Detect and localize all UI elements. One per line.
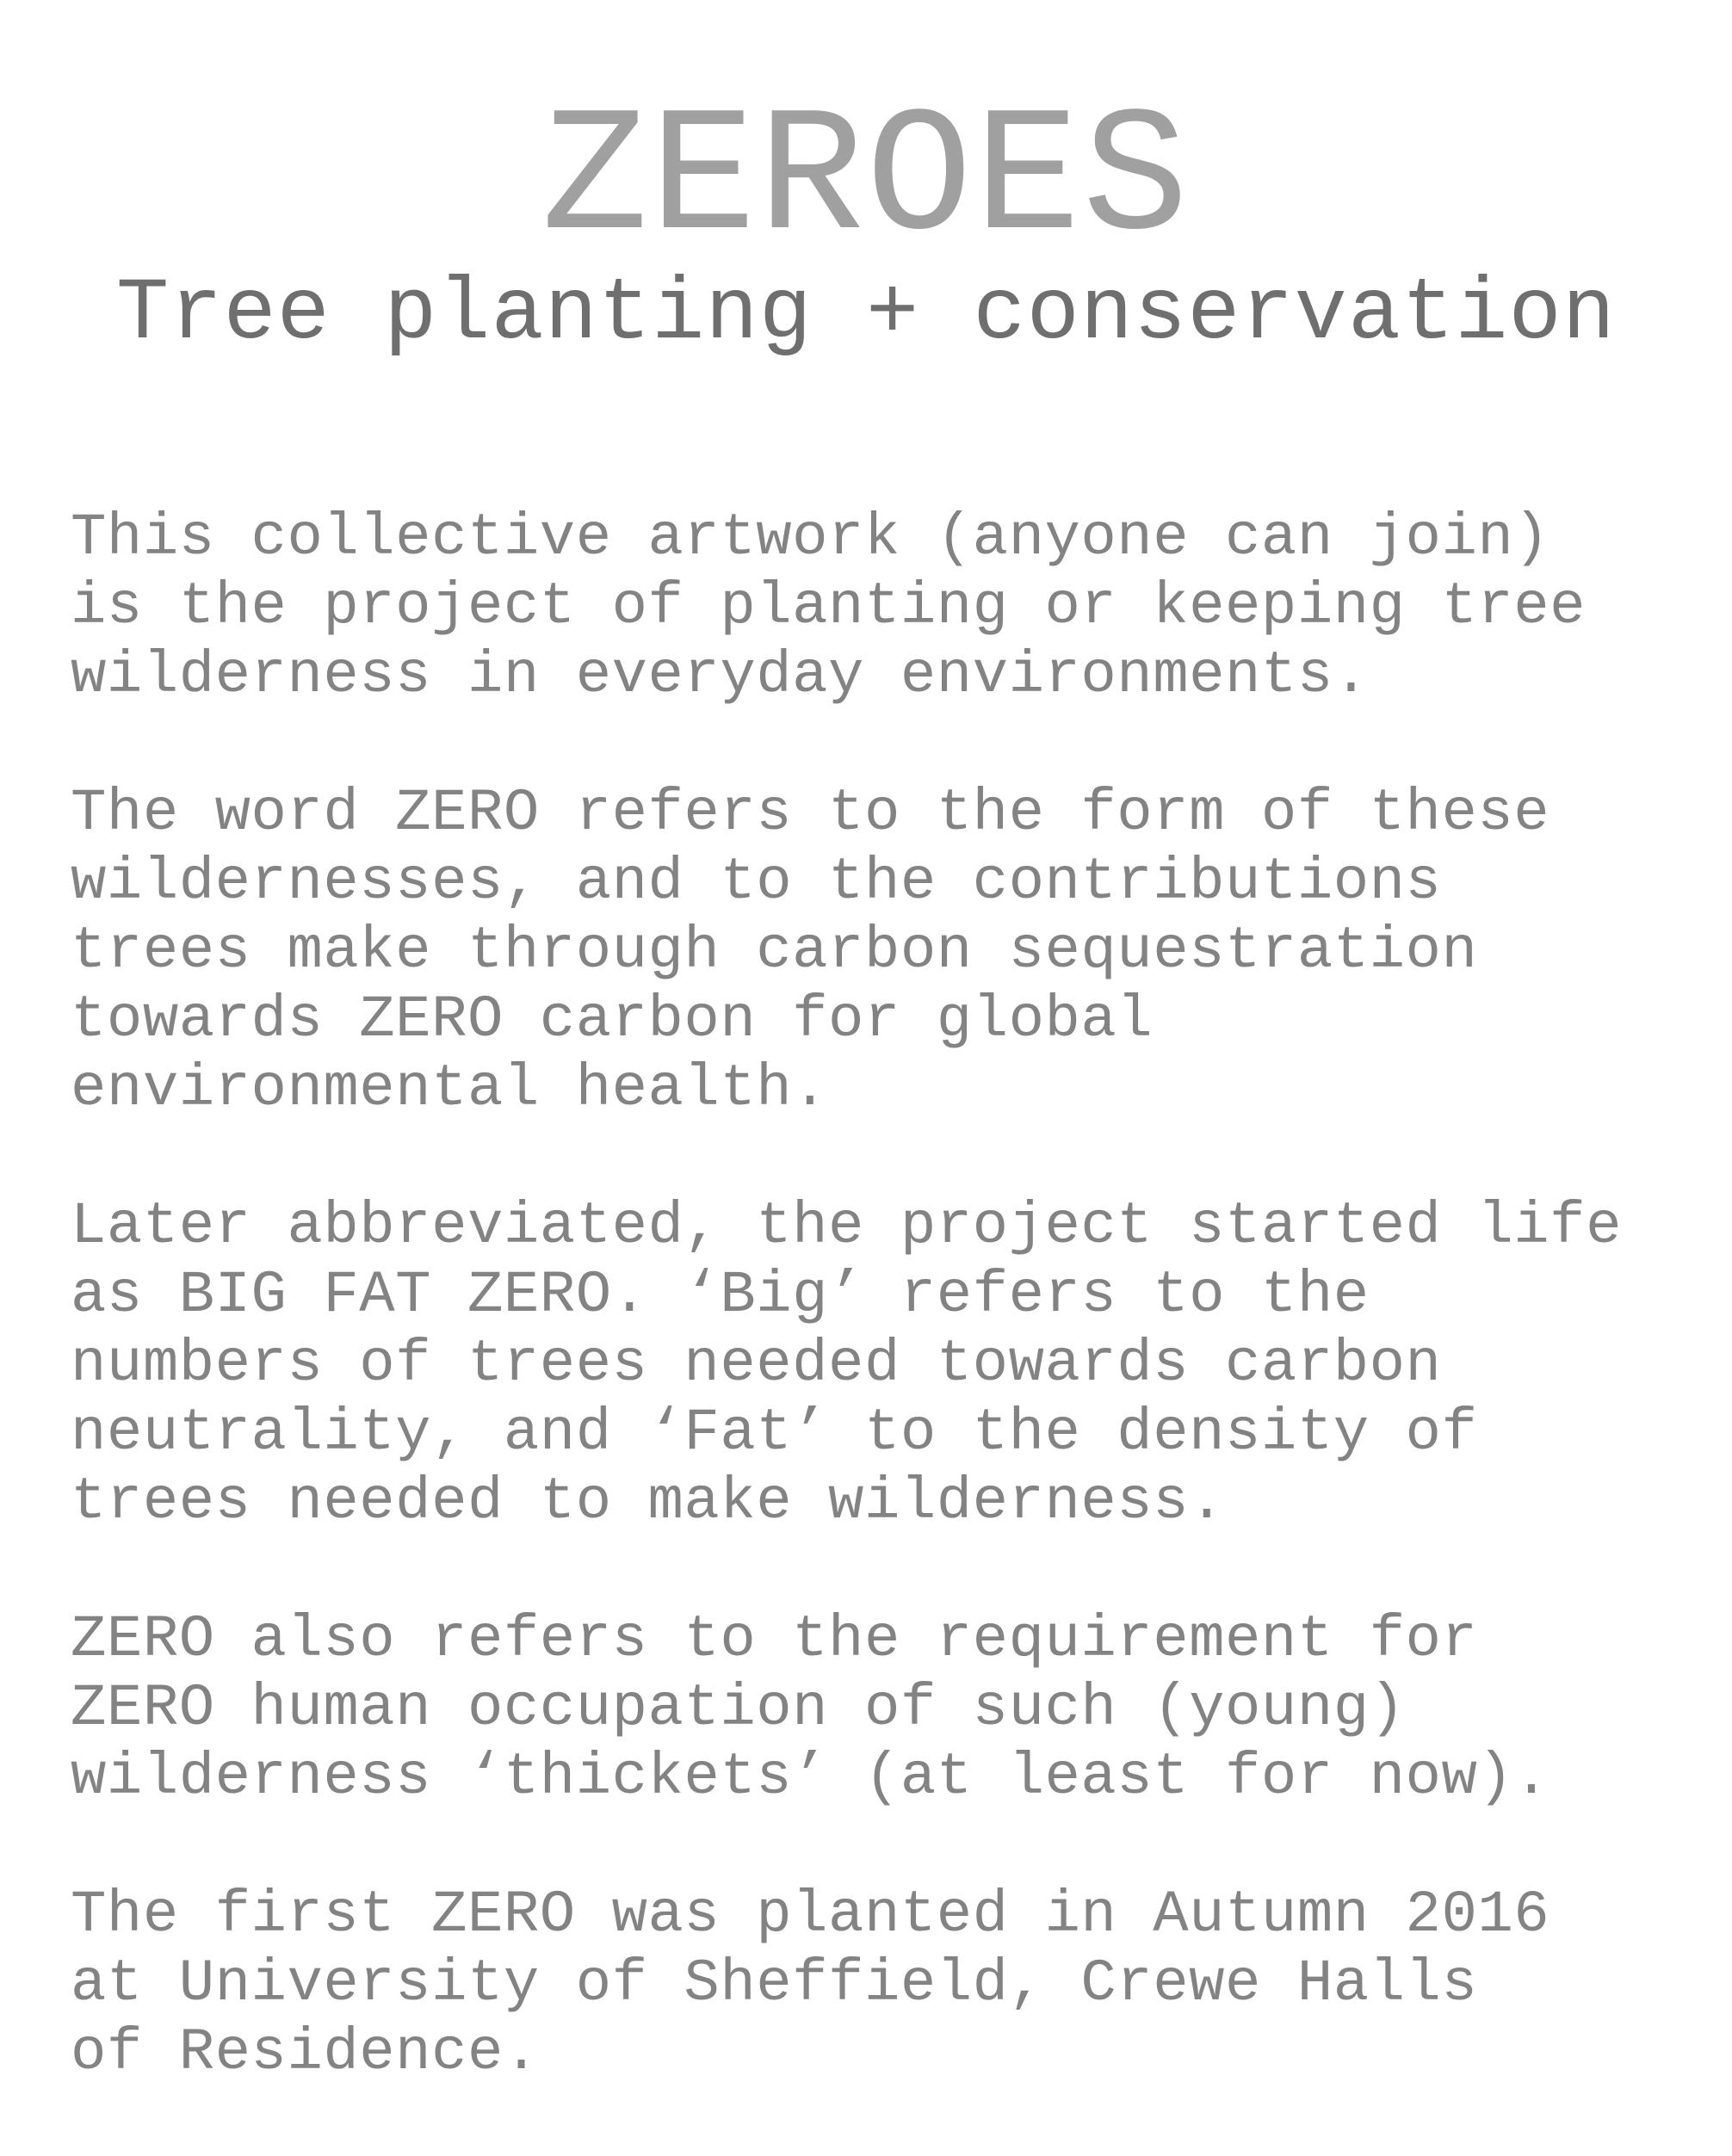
paragraph-zero-occupation: ZERO also refers to the requirement for ZERO human occupation of such (young) wilderness ‘thickets’ (at least for now). (71, 1606, 1550, 1811)
paragraph-first-zero: The first ZERO was planted in Autumn 2016 at University of Sheffield, Crewe Halls of Residence. (71, 1881, 1550, 2086)
paragraph-intro: This collective artwork (anyone can join) is the project of planting or keeping tree wilderness in everyday environments. (71, 504, 1587, 709)
page-subtitle: Tree planting + conservation (116, 264, 1616, 364)
page-title: ZEROES (541, 80, 1191, 281)
body-text (71, 503, 1706, 2156)
paragraph-big-fat-zero: Later abbreviated, the project started life as BIG FAT ZERO. ‘Big’ refers to the numbers of trees needed towards carbon neutrality, and ‘Fat’ to the density of trees needed to make wilderness. (71, 1193, 1622, 1535)
paragraph-zero-meaning: The word ZERO refers to the form of these wildernesses, and to the contributions trees make through carbon sequestration towards ZERO carbon for global environmental health. (71, 780, 1550, 1122)
